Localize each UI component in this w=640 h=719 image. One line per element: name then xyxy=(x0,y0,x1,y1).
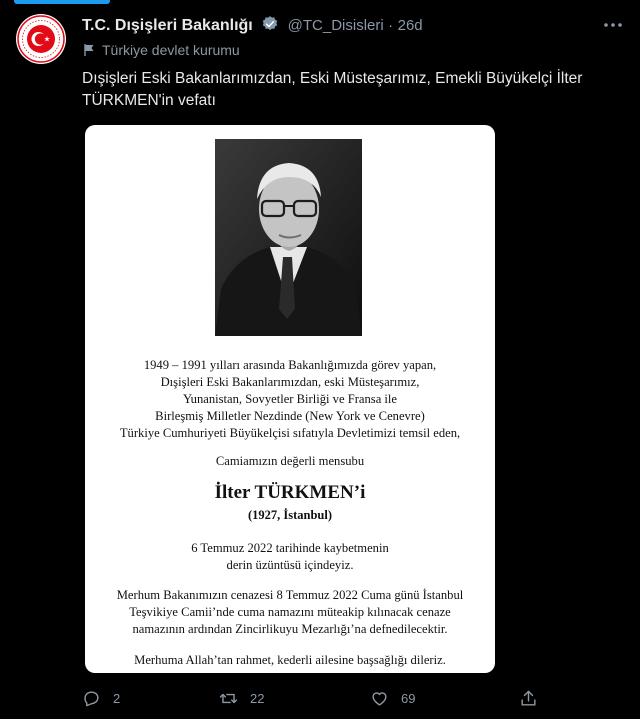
author-handle[interactable]: @TC_Disisleri xyxy=(287,17,384,34)
obituary-line: Birleşmiş Milletler Nezdinde (New York ve Cenevre) xyxy=(155,409,425,423)
birth-info: (1927, İstanbul) xyxy=(247,508,333,522)
obituary-line: Türkiye Cumhuriyeti Büyükelçisi sıfatıyla Devletimizi temsil eden, xyxy=(119,426,461,440)
attached-image[interactable] xyxy=(85,125,495,673)
share-icon xyxy=(519,689,538,708)
retweet-icon xyxy=(219,689,238,708)
obituary-loss xyxy=(85,540,495,574)
like-icon xyxy=(370,689,389,708)
tweet-text-line: TÜRKMEN'in vefatı xyxy=(82,92,216,109)
tweet-text-line: Dışişleri Eski Bakanlarımızdan, Eski Müsteşarımız, Emekli Büyükelçi İlter xyxy=(82,70,583,87)
obituary-line: Dışişleri Eski Bakanlarımızdan, eski Müsteşarımız, xyxy=(160,375,420,389)
tweet-header xyxy=(82,15,624,37)
reply-icon xyxy=(82,689,101,708)
obituary-line: Merhum Bakanımızın cenazesi 8 Temmuz 2022 Cuma günü İstanbul xyxy=(116,588,464,602)
obituary-funeral xyxy=(85,587,495,638)
obituary-member xyxy=(85,453,495,470)
tweet-actions xyxy=(82,686,552,710)
obituary-line: 1949 – 1991 yılları arasında Bakanlığımızda görev yapan, xyxy=(143,358,437,372)
author-name[interactable]: T.C. Dışişleri Bakanlığı xyxy=(82,17,253,34)
verified-badge-icon xyxy=(261,15,279,33)
obituary-line: Camiamızın değerli mensubu xyxy=(215,454,365,468)
top-bar xyxy=(0,0,640,4)
obituary-line: Merhuma Allah’tan rahmet, kederli ailesine başsağlığı dileriz. xyxy=(134,653,446,667)
obituary-line: namazının ardından Zincirlikuyu Mezarlığı’na defnedilecektir. xyxy=(132,622,448,636)
share-button[interactable] xyxy=(519,686,550,710)
flag-icon xyxy=(82,43,96,57)
avatar[interactable] xyxy=(16,14,66,64)
timestamp[interactable]: 26d xyxy=(397,17,423,34)
reply-count: 2 xyxy=(113,690,121,706)
obituary-intro xyxy=(85,357,495,442)
like-button[interactable] xyxy=(370,686,415,710)
obituary-line: derin üzüntüsü içindeyiz. xyxy=(226,558,354,572)
retweet-count: 22 xyxy=(250,690,265,706)
accent-indicator xyxy=(14,0,110,4)
account-label-text: Türkiye devlet kurumu xyxy=(102,42,240,58)
obituary-line: Teşvikiye Camii’nde cuma namazını müteakip kılınacak cenaze xyxy=(129,605,451,619)
account-label xyxy=(82,42,240,62)
retweet-button[interactable] xyxy=(219,686,264,710)
deceased-name: İlter TÜRKMEN’i xyxy=(214,482,366,503)
separator-dot: · xyxy=(388,17,394,34)
obituary-line: Yunanistan, Sovyetler Birliği ve Fransa ile xyxy=(182,392,398,406)
tweet-text xyxy=(82,68,612,112)
obituary-condolence xyxy=(85,652,495,669)
ministry-logo-icon xyxy=(16,14,66,64)
portrait-photo xyxy=(215,139,362,336)
reply-button[interactable] xyxy=(82,686,120,710)
more-icon[interactable] xyxy=(602,17,624,33)
obituary-line: 6 Temmuz 2022 tarihinde kaybetmenin xyxy=(191,541,389,555)
like-count: 69 xyxy=(401,690,416,706)
